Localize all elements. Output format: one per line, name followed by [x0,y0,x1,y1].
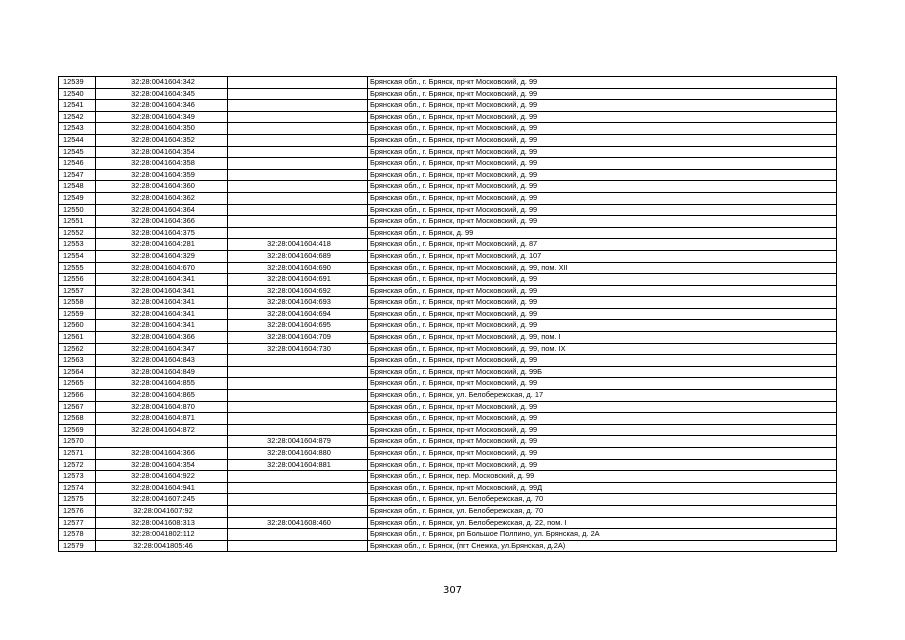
cadastral-number: 32:28:0041604:362 [96,192,228,204]
registry-table-body [59,77,837,552]
address: Брянская обл., г. Брянск, пр-кт Московский, д. 99 [368,146,837,158]
row-number: 12560 [59,320,96,332]
table-row [59,540,837,552]
related-cadastral-number [228,169,368,181]
related-cadastral-number [228,158,368,170]
table-row [59,355,837,367]
cadastral-number: 32:28:0041604:354 [96,146,228,158]
row-number: 12564 [59,366,96,378]
table-row [59,134,837,146]
cadastral-number: 32:28:0041604:922 [96,471,228,483]
address: Брянская обл., г. Брянск, пр-кт Московский, д. 99, пом. XII [368,262,837,274]
table-row [59,436,837,448]
row-number: 12551 [59,216,96,228]
table-row [59,77,837,89]
table-row [59,424,837,436]
cadastral-number: 32:28:0041604:366 [96,216,228,228]
row-number: 12570 [59,436,96,448]
row-number: 12576 [59,505,96,517]
address: Брянская обл., г. Брянск, пер. Московский, д. 99 [368,471,837,483]
address: Брянская обл., г. Брянск, пр-кт Московский, д. 99 [368,355,837,367]
address: Брянская обл., г. Брянск, пр-кт Московский, д. 99 [368,123,837,135]
row-number: 12575 [59,494,96,506]
address: Брянская обл., г. Брянск, пр-кт Московский, д. 99 [368,111,837,123]
table-row [59,471,837,483]
cadastral-number: 32:28:0041604:870 [96,401,228,413]
row-number: 12554 [59,250,96,262]
cadastral-number: 32:28:0041604:329 [96,250,228,262]
related-cadastral-number: 32:28:0041604:693 [228,297,368,309]
row-number: 12549 [59,192,96,204]
related-cadastral-number [228,192,368,204]
cadastral-number: 32:28:0041604:341 [96,274,228,286]
address: Брянская обл., г. Брянск, ул. Белобережская, д. 17 [368,390,837,402]
row-number: 12572 [59,459,96,471]
cadastral-number: 32:28:0041604:352 [96,134,228,146]
row-number: 12568 [59,413,96,425]
cadastral-number: 32:28:0041604:347 [96,343,228,355]
address: Брянская обл., г. Брянск, (пгт Снежка, ул.Брянская, д.2А) [368,540,837,552]
table-row [59,111,837,123]
related-cadastral-number: 32:28:0041604:730 [228,343,368,355]
address: Брянская обл., г. Брянск, пр-кт Московский, д. 99 [368,413,837,425]
address: Брянская обл., г. Брянск, пр-кт Московский, д. 99, пом. I [368,332,837,344]
cadastral-number: 32:28:0041604:670 [96,262,228,274]
related-cadastral-number [228,100,368,112]
table-row [59,401,837,413]
row-number: 12556 [59,274,96,286]
table-row [59,123,837,135]
address: Брянская обл., г. Брянск, рп Большое Полпино, ул. Брянская, д. 2А [368,529,837,541]
related-cadastral-number [228,390,368,402]
related-cadastral-number [228,540,368,552]
address: Брянская обл., г. Брянск, ул. Белобережская, д. 70 [368,505,837,517]
address: Брянская обл., г. Брянск, пр-кт Московский, д. 99 [368,169,837,181]
related-cadastral-number [228,123,368,135]
cadastral-number: 32:28:0041604:359 [96,169,228,181]
address: Брянская обл., г. Брянск, пр-кт Московский, д. 99 [368,100,837,112]
row-number: 12565 [59,378,96,390]
row-number: 12544 [59,134,96,146]
row-number: 12578 [59,529,96,541]
row-number: 12579 [59,540,96,552]
table-row [59,216,837,228]
row-number: 12546 [59,158,96,170]
table-row [59,343,837,355]
table-row [59,297,837,309]
cadastral-number: 32:28:0041604:360 [96,181,228,193]
cadastral-number: 32:28:0041604:350 [96,123,228,135]
row-number: 12567 [59,401,96,413]
related-cadastral-number [228,181,368,193]
related-cadastral-number [228,111,368,123]
cadastral-number: 32:28:0041604:358 [96,158,228,170]
related-cadastral-number [228,216,368,228]
table-row [59,274,837,286]
cadastral-number: 32:28:0041604:364 [96,204,228,216]
address: Брянская обл., г. Брянск, ул. Белобережская, д. 70 [368,494,837,506]
row-number: 12559 [59,308,96,320]
related-cadastral-number [228,482,368,494]
row-number: 12562 [59,343,96,355]
table-row [59,517,837,529]
cadastral-number: 32:28:0041604:375 [96,227,228,239]
cadastral-number: 32:28:0041604:366 [96,332,228,344]
cadastral-number: 32:28:0041604:341 [96,297,228,309]
address: Брянская обл., г. Брянск, пр-кт Московский, д. 99 [368,204,837,216]
related-cadastral-number: 32:28:0041604:709 [228,332,368,344]
table-row [59,529,837,541]
cadastral-number: 32:28:0041604:341 [96,320,228,332]
table-row [59,88,837,100]
row-number: 12542 [59,111,96,123]
cadastral-number: 32:28:0041805:46 [96,540,228,552]
cadastral-number: 32:28:0041604:345 [96,88,228,100]
related-cadastral-number [228,471,368,483]
cadastral-number: 32:28:0041608:313 [96,517,228,529]
cadastral-number: 32:28:0041604:872 [96,424,228,436]
table-row [59,494,837,506]
table-row [59,204,837,216]
address: Брянская обл., г. Брянск, пр-кт Московский, д. 99 [368,134,837,146]
related-cadastral-number: 32:28:0041604:690 [228,262,368,274]
cadastral-number: 32:28:0041604:941 [96,482,228,494]
cadastral-number: 32:28:0041604:354 [96,459,228,471]
registry-table [58,76,837,552]
related-cadastral-number: 32:28:0041604:879 [228,436,368,448]
table-row [59,413,837,425]
row-number: 12543 [59,123,96,135]
address: Брянская обл., г. Брянск, пр-кт Московский, д. 99 [368,448,837,460]
cadastral-number: 32:28:0041802:112 [96,529,228,541]
table-row [59,146,837,158]
table-row [59,181,837,193]
cadastral-number: 32:28:0041604:865 [96,390,228,402]
cadastral-number: 32:28:0041604:342 [96,77,228,89]
cadastral-number: 32:28:0041607:245 [96,494,228,506]
related-cadastral-number [228,401,368,413]
related-cadastral-number [228,505,368,517]
table-row [59,482,837,494]
cadastral-number: 32:28:0041604:341 [96,308,228,320]
row-number: 12550 [59,204,96,216]
cadastral-number: 32:28:0041604:349 [96,111,228,123]
address: Брянская обл., г. Брянск, пр-кт Московский, д. 99 [368,192,837,204]
table-row [59,459,837,471]
address: Брянская обл., г. Брянск, д. 99 [368,227,837,239]
cadastral-number: 32:28:0041604:843 [96,355,228,367]
related-cadastral-number [228,424,368,436]
cadastral-number: 32:28:0041604:346 [96,100,228,112]
address: Брянская обл., г. Брянск, пр-кт Московский, д. 99 [368,320,837,332]
table-row [59,505,837,517]
address: Брянская обл., г. Брянск, пр-кт Московский, д. 99Д [368,482,837,494]
table-row [59,448,837,460]
table-row [59,262,837,274]
related-cadastral-number: 32:28:0041608:460 [228,517,368,529]
row-number: 12573 [59,471,96,483]
address: Брянская обл., г. Брянск, пр-кт Московский, д. 99Б [368,366,837,378]
address: Брянская обл., г. Брянск, пр-кт Московский, д. 99 [368,297,837,309]
table-row [59,239,837,251]
row-number: 12566 [59,390,96,402]
row-number: 12577 [59,517,96,529]
table-row [59,320,837,332]
address: Брянская обл., г. Брянск, пр-кт Московский, д. 99 [368,424,837,436]
row-number: 12558 [59,297,96,309]
related-cadastral-number [228,227,368,239]
related-cadastral-number [228,146,368,158]
address: Брянская обл., г. Брянск, пр-кт Московский, д. 99 [368,181,837,193]
cadastral-number: 32:28:0041604:281 [96,239,228,251]
related-cadastral-number: 32:28:0041604:692 [228,285,368,297]
related-cadastral-number: 32:28:0041604:880 [228,448,368,460]
row-number: 12574 [59,482,96,494]
table-row [59,366,837,378]
address: Брянская обл., г. Брянск, пр-кт Московский, д. 99 [368,378,837,390]
table-row [59,378,837,390]
cadastral-number: 32:28:0041604:855 [96,378,228,390]
row-number: 12569 [59,424,96,436]
address: Брянская обл., г. Брянск, пр-кт Московский, д. 99 [368,216,837,228]
table-row [59,285,837,297]
cadastral-number [96,436,228,448]
cadastral-number: 32:28:0041604:871 [96,413,228,425]
related-cadastral-number [228,413,368,425]
related-cadastral-number: 32:28:0041604:691 [228,274,368,286]
address: Брянская обл., г. Брянск, пр-кт Московский, д. 99 [368,308,837,320]
address: Брянская обл., г. Брянск, ул. Белобережская, д. 22, пом. I [368,517,837,529]
cadastral-number: 32:28:0041604:366 [96,448,228,460]
related-cadastral-number [228,134,368,146]
related-cadastral-number [228,88,368,100]
row-number: 12545 [59,146,96,158]
related-cadastral-number: 32:28:0041604:689 [228,250,368,262]
row-number: 12553 [59,239,96,251]
table-row [59,100,837,112]
row-number: 12540 [59,88,96,100]
table-row [59,227,837,239]
address: Брянская обл., г. Брянск, пр-кт Московский, д. 99 [368,158,837,170]
table-row [59,169,837,181]
cadastral-number: 32:28:0041604:849 [96,366,228,378]
related-cadastral-number: 32:28:0041604:418 [228,239,368,251]
address: Брянская обл., г. Брянск, пр-кт Московский, д. 99, пом. IX [368,343,837,355]
address: Брянская обл., г. Брянск, пр-кт Московский, д. 99 [368,274,837,286]
row-number: 12552 [59,227,96,239]
row-number: 12555 [59,262,96,274]
cadastral-number: 32:28:0041604:341 [96,285,228,297]
row-number: 12563 [59,355,96,367]
row-number: 12571 [59,448,96,460]
related-cadastral-number [228,529,368,541]
page-number: 307 [442,585,463,596]
related-cadastral-number [228,378,368,390]
related-cadastral-number [228,204,368,216]
table-row [59,192,837,204]
related-cadastral-number: 32:28:0041604:694 [228,308,368,320]
related-cadastral-number [228,494,368,506]
table-row [59,158,837,170]
table-row [59,390,837,402]
table-row [59,308,837,320]
table-row [59,250,837,262]
related-cadastral-number [228,77,368,89]
address: Брянская обл., г. Брянск, пр-кт Московский, д. 99 [368,77,837,89]
address: Брянская обл., г. Брянск, пр-кт Московский, д. 99 [368,401,837,413]
row-number: 12557 [59,285,96,297]
row-number: 12547 [59,169,96,181]
row-number: 12539 [59,77,96,89]
related-cadastral-number [228,366,368,378]
address: Брянская обл., г. Брянск, пр-кт Московский, д. 99 [368,285,837,297]
table-row [59,332,837,344]
address: Брянская обл., г. Брянск, пр-кт Московский, д. 107 [368,250,837,262]
row-number: 12548 [59,181,96,193]
cadastral-number: 32:28:0041607:92 [96,505,228,517]
address: Брянская обл., г. Брянск, пр-кт Московский, д. 87 [368,239,837,251]
row-number: 12561 [59,332,96,344]
row-number: 12541 [59,100,96,112]
related-cadastral-number: 32:28:0041604:695 [228,320,368,332]
related-cadastral-number: 32:28:0041604:881 [228,459,368,471]
address: Брянская обл., г. Брянск, пр-кт Московский, д. 99 [368,436,837,448]
address: Брянская обл., г. Брянск, пр-кт Московский, д. 99 [368,459,837,471]
address: Брянская обл., г. Брянск, пр-кт Московский, д. 99 [368,88,837,100]
related-cadastral-number [228,355,368,367]
